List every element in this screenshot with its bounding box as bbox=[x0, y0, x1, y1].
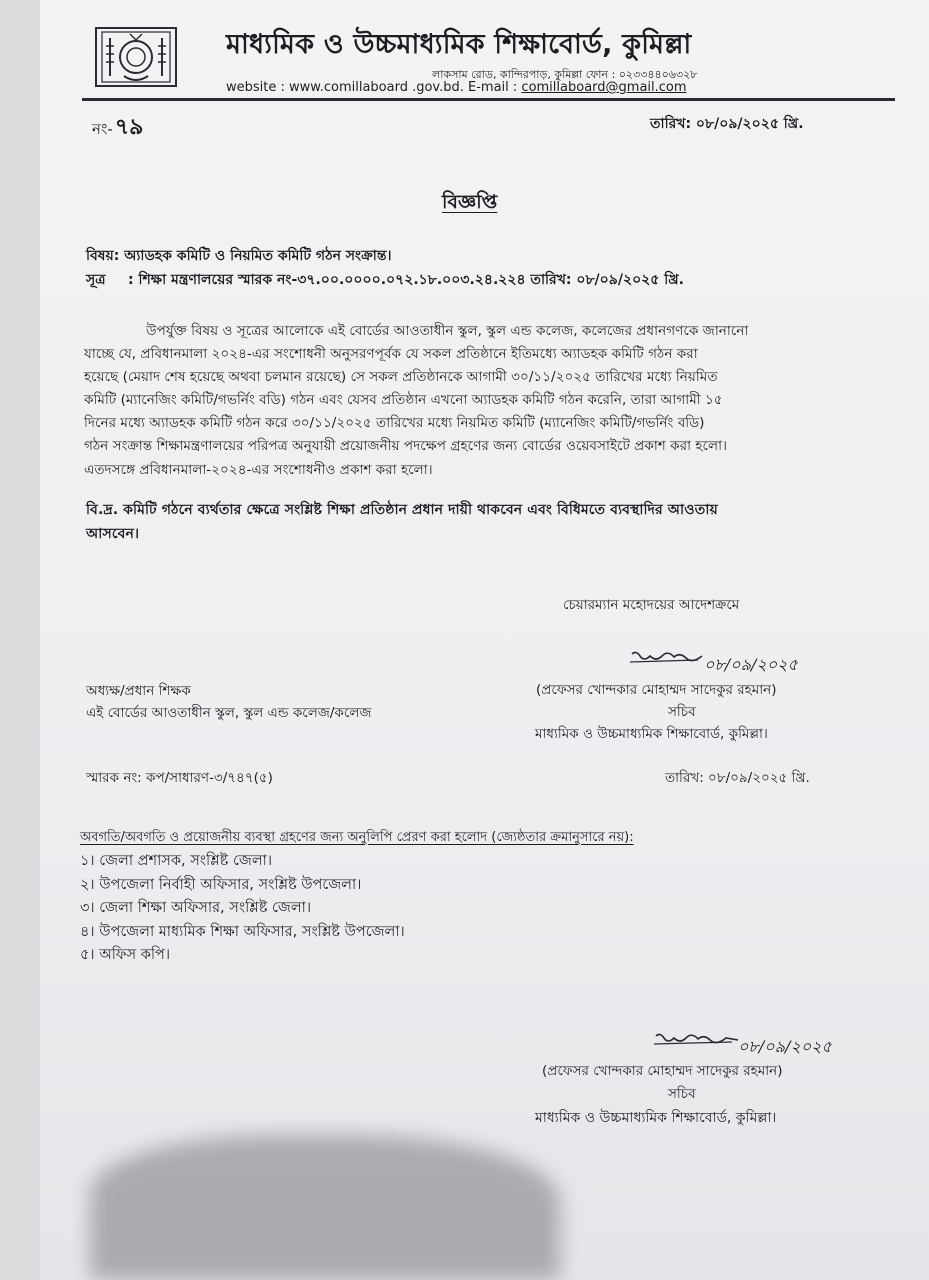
signature-2 bbox=[652, 1030, 742, 1054]
photo-shadow bbox=[90, 1135, 560, 1280]
recipient-title: অধ্যক্ষ/প্রধান শিক্ষক bbox=[86, 683, 191, 699]
reference-value: ৭৯ bbox=[114, 114, 144, 140]
signatory-org: মাধ্যমিক ও উচ্চমাধ্যমিক শিক্ষাবোর্ড, কুমিল্লা। bbox=[535, 726, 768, 742]
signatory-role: সচিব bbox=[668, 1086, 696, 1102]
body-line: এতদসঙ্গে প্রবিধানমালা-২০২৪-এর সংশোধনীও প্রকাশ করা হলো। bbox=[84, 461, 433, 478]
list-item: ৫। অফিস কপি। bbox=[80, 947, 171, 963]
recipient-detail: এই বোর্ডের আওতাধীন স্কুল, স্কুল এন্ড কলেজ/কলেজ bbox=[86, 705, 372, 721]
sutra-text: : শিক্ষা মন্ত্রণালয়ের স্মারক নং-৩৭.০০.০০০০.০৭২.১৮.০০৩.২৪.২২৪ তারিখ: ০৮/০৯/২০২৫ খ্রি. bbox=[128, 272, 684, 288]
board-name: মাধ্যমিক ও উচ্চমাধ্যমিক শিক্ষাবোর্ড, কুমিল্লা bbox=[226, 29, 692, 60]
reference-number bbox=[92, 110, 143, 147]
board-address: লাকসাম রোড, কান্দিরপাড়, কুমিল্লা ফোন : ০২৩৩৪৪০৬৩২৮ bbox=[432, 68, 698, 81]
body-line: দিনের মধ্যে অ্যাডহক কমিটি গঠন করে ৩০/১১/২০২৫ তারিখের মধ্যে নিয়মিত কমিটি (ম্যানেজিং কমিটি/গভর্নিং বডি) bbox=[84, 415, 705, 432]
subject-line: বিষয়: অ্যাডহক কমিটি ও নিয়মিত কমিটি গঠন সংক্রান্ত। bbox=[86, 248, 392, 264]
signature-1-date: ০৮/০৯/২০২৫ bbox=[704, 655, 798, 674]
note-line: আসবেন। bbox=[86, 526, 140, 542]
memo-date: তারিখ: ০৮/০৯/২০২৫ খ্রি. bbox=[665, 770, 810, 786]
note-line: বি.দ্র. কমিটি গঠনে ব্যর্থতার ক্ষেত্রে সংশ্লিষ্ট শিক্ষা প্রতিষ্ঠান প্রধান দায়ী থাকবেন এবং বিধিমতে ব্যবস্থাদির আওতায় bbox=[86, 502, 718, 518]
signatory-role: সচিব bbox=[668, 704, 696, 720]
list-item: ২। উপজেলা নির্বাহী অফিসার, সংশ্লিষ্ট উপজেলা। bbox=[80, 876, 362, 893]
signature-2-date: ০৮/০৯/২০২৫ bbox=[738, 1037, 832, 1056]
website-line bbox=[226, 80, 687, 95]
issue-date: তারিখ: ০৮/০৯/২০২৫ খ্রি. bbox=[650, 116, 804, 132]
body-line: গঠন সংক্রান্ত শিক্ষামন্ত্রণালয়ের পরিপত্র অনুযায়ী প্রয়োজনীয় পদক্ষেপ গ্রহণের জন্য বোর্ডের ওয়েবসাইটে প্রকাশ করা হলো। bbox=[84, 438, 727, 455]
list-item: ৪। উপজেলা মাধ্যমিক শিক্ষা অফিসার, সংশ্লিষ্ট উপজেলা। bbox=[80, 923, 405, 940]
copy-list bbox=[80, 850, 405, 968]
body-line: যাচ্ছে যে, প্রবিধানমালা ২০২৪-এর সংশোধনী অনুসরণপূর্বক যে সকল প্রতিষ্ঠানে ইতিমধ্যে অ্যাডহক কমিটি গঠন করা bbox=[84, 346, 698, 363]
memo-number: স্মারক নং: কপ/সাধারণ-৩/৭৪৭(৫) bbox=[86, 770, 273, 786]
board-emblem-icon bbox=[94, 26, 178, 88]
notice-heading: বিজ্ঞপ্তি bbox=[442, 191, 498, 213]
website-text: website : www.comillaboard .gov.bd. E-mail : bbox=[226, 80, 522, 95]
list-item: ১। জেলা প্রশাসক, সংশ্লিষ্ট জেলা। bbox=[80, 853, 273, 869]
signatory-name: (প্রফেসর খোন্দকার মোহাম্মদ সাদেকুর রহমান) bbox=[542, 1063, 783, 1079]
sutra-label: সূত্র bbox=[86, 272, 106, 288]
copy-heading: অবগতি/অবগতি ও প্রয়োজনীয় ব্যবস্থা গ্রহণের জন্য অনুলিপি প্রেরণ করা হলোদ (জ্যেষ্ঠতার ক্রমানুসারে নয়): bbox=[80, 830, 634, 845]
signatory-name: (প্রফেসর খোন্দকার মোহাম্মদ সাদেকুর রহমান) bbox=[536, 682, 777, 698]
body-line: কমিটি (ম্যানেজিং কমিটি/গভর্নিং বডি) গঠন এবং যেসব প্রতিষ্ঠান এখনো অ্যাডহক কমিটি গঠন করেনি, তারা আগামী ১৫ bbox=[84, 392, 723, 409]
signatory-org: মাধ্যমিক ও উচ্চমাধ্যমিক শিক্ষাবোর্ড, কুমিল্লা। bbox=[535, 1110, 777, 1126]
reference-label: নং- bbox=[92, 120, 113, 138]
body-line: হয়েছে (মেয়াদ শেষ হয়েছে অথবা চলমান রয়েছে) সে সকল প্রতিষ্ঠানকে আগামী ৩০/১১/২০২৫ তারিখের মধ্যে নিয়মিত bbox=[84, 369, 718, 386]
header-divider bbox=[82, 98, 895, 101]
email-link[interactable]: comillaboard@gmail.com bbox=[521, 80, 687, 95]
order-line: চেয়ারম্যান মহোদয়ের আদেশক্রমে bbox=[563, 597, 740, 613]
signature-1 bbox=[628, 648, 708, 672]
body-line: উপর্যুক্ত বিষয় ও সূত্রের আলোকে এই বোর্ডের আওতাধীন স্কুল, স্কুল এন্ড কলেজ, কলেজের প্রধানগণকে জানানো bbox=[146, 323, 749, 339]
special-note bbox=[86, 498, 866, 546]
reference-source-line bbox=[86, 268, 684, 292]
list-item: ৩। জেলা শিক্ষা অফিসার, সংশ্লিষ্ট জেলা। bbox=[80, 900, 312, 916]
notice-body bbox=[84, 320, 850, 482]
